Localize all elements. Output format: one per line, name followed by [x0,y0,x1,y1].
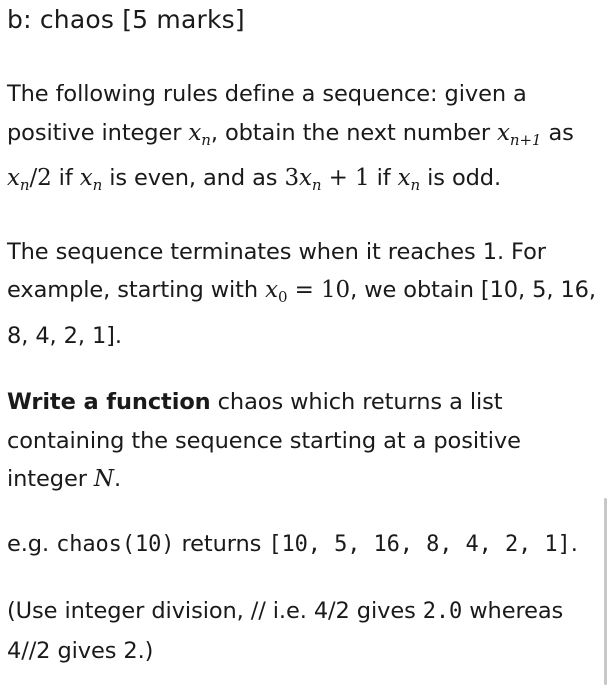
task-paragraph [7,383,597,499]
math-div-2: /2 [29,165,52,191]
task-bold: Write a function [7,389,211,415]
example-result-code: [10, 5, 16, 8, 4, 2, 1] [268,531,571,557]
math-x: x [298,165,312,191]
math-n: n [311,176,322,194]
note-text-2: whereas 4//2 gives 2.) [7,598,564,664]
math-n: n [201,130,211,149]
rules-text-6: if [369,165,398,191]
task-dot: . [113,466,121,492]
note-text-1: (Use integer division, // i.e. 4/2 gives [7,598,423,624]
math-3: 3 [284,165,299,191]
math-n: n [410,176,421,194]
rules-text-4: if [51,165,80,191]
scrollbar[interactable] [604,498,607,685]
math-n: n [19,176,30,194]
rules-text-1: The following rules define a sequence: given a positive integer [7,81,527,146]
math-N: N [93,466,114,492]
math-x: x [265,277,278,303]
termination-paragraph [7,233,597,356]
math-x: x [397,165,411,191]
example-eg: e.g. [7,530,57,557]
rules-text-5: is even, and as [102,165,285,191]
math-eq-10: = 10 [287,277,351,303]
rules-text-7: is odd. [420,165,502,191]
example-paragraph [7,525,597,565]
termination-text-1: The sequence terminates when it reaches 1. For example, starting with [7,238,546,303]
example-dot: . [570,530,578,557]
question-content [7,0,597,670]
note-paragraph [7,592,597,670]
termination-text-2: , we obtain [10, 5, 16, 8, 4, 2, 1]. [7,277,596,349]
task-text: chaos which returns a list containing the sequence starting at a positive integer [7,389,521,492]
math-x: x [497,119,510,146]
rules-text-2: , obtain the next number [210,119,498,146]
math-x: x [79,165,93,191]
example-call-code: chaos(10) [56,531,175,557]
rules-paragraph [7,75,597,205]
math-plus-1: + 1 [321,165,370,191]
note-code: 2.0 [422,599,463,624]
example-returns: returns [174,530,269,557]
math-x: x [7,165,20,191]
math-n-plus-1: n+1 [509,130,542,149]
question-heading: b: chaos [5 marks] [7,5,245,34]
math-0: 0 [277,288,288,306]
math-x: x [188,119,202,146]
rules-text-3: as [541,119,574,146]
math-n: n [92,176,103,194]
